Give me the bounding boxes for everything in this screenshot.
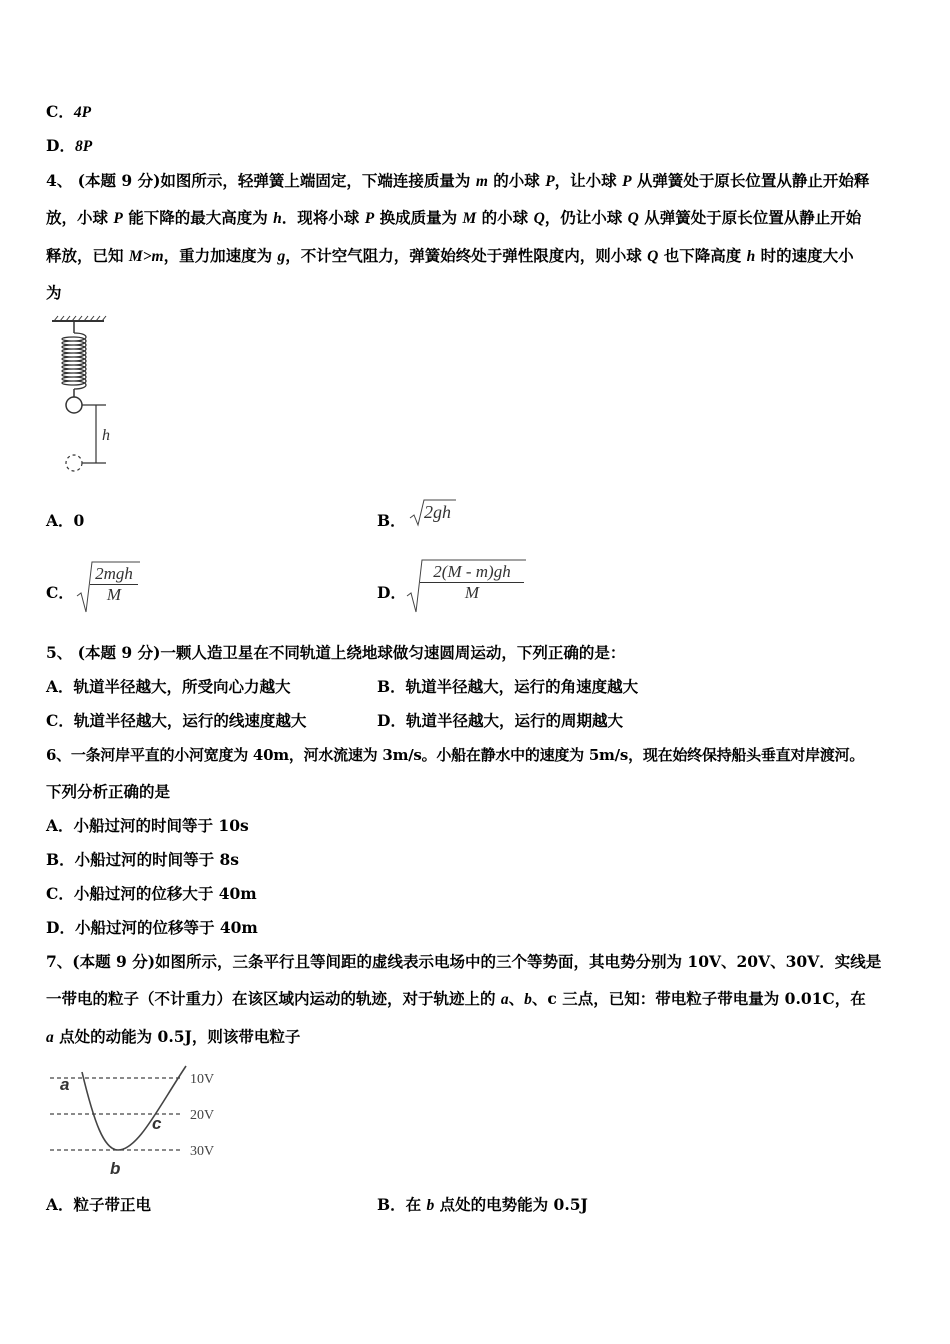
q6-option-d: D．小船过河的位移等于 40m [46,918,258,937]
q4-option-d-expression [406,558,528,614]
text: 一带电的粒子（不计重力）在该区域内运动的轨迹，对于轨迹上的 [46,989,501,1008]
option-value: 4P [73,104,92,121]
q7-stem-line-3 [46,1027,300,1048]
text: 、 [508,989,525,1008]
q5-option-c: C．轨道半径越大，运行的线速度越大 [46,711,307,730]
var-h: h [746,248,756,265]
text: 、c 三点，已知：带电粒子带电量为 0.01C，在 [531,989,866,1008]
q5-option-b: B．轨道半径越大，运行的角速度越大 [377,677,639,696]
q3-option-d [46,136,92,157]
option-letter: D． [46,136,75,155]
var-M: M [462,210,477,227]
option-letter: A． [46,511,74,530]
q4-stem-line-3 [46,246,854,267]
q7-stem-line-1: 7、(本题 9 分)如图所示，三条平行且等间距的虚线表示电场中的三个等势面，其电势分别为 10V、20V、30V．实线是 [46,952,882,971]
q5-stem: 5、 (本题 9 分)一颗人造卫星在不同轨道上绕地球做匀速圆周运动，下列正确的是： [46,643,626,662]
text: 时的速度大小 [755,246,854,265]
height-label: h [102,427,110,444]
text: 点处的电势能为 0.5J [434,1195,588,1214]
text: 点处的动能为 0.5J，则该带电粒子 [53,1027,301,1046]
var-p: P [364,210,375,227]
text: 能下降的最大高度为 [122,208,274,227]
q5-option-a: A．轨道半径越大，所受向心力越大 [46,677,291,696]
ball-p [66,397,82,413]
label-20v: 20V [190,1108,215,1123]
point-b-label: b [110,1159,121,1178]
q6-option-c: C．小船过河的位移大于 40m [46,884,257,903]
q6-stem-line-1: 6、一条河岸平直的小河宽度为 40m，河水流速为 3m/s。小船在静水中的速度为 5m/s，现在始终保持船头垂直对岸渡河。 [46,746,865,764]
numerator: 2(M - m)gh [420,562,524,583]
text: 从弹簧处于原长位置从静止开始 [638,208,862,227]
q4-stem-line-4: 为 [46,283,62,302]
fraction [420,562,524,603]
q4-option-c-letter: C． [46,583,74,602]
q3-option-c [46,102,91,123]
text: ，仍让小球 [544,208,628,227]
text: 也下降高度 [658,246,747,265]
text: B．在 [377,1195,427,1214]
var-g: g [277,248,286,265]
var-h: h [273,210,282,227]
var-p: P [113,210,123,227]
text: ．现将小球 [281,208,365,227]
q4-option-b-letter: B． [377,511,406,530]
var-a: a [500,991,509,1008]
denominator: M [464,583,480,602]
numerator: 2mgh [90,564,138,585]
equipotential-figure [46,1062,231,1180]
text: ，不计空气阻力，弹簧始终处于弹性限度内，则小球 [285,246,648,265]
q7-option-a: A．粒子带正电 [46,1195,152,1214]
q4-option-a [46,511,84,531]
point-c-label: c [152,1114,162,1133]
option-value: 0 [73,511,85,530]
label-10v: 10V [190,1072,215,1087]
text: 换成质量为 [374,208,463,227]
q6-option-b: B．小船过河的时间等于 8s [46,850,240,869]
var-q: Q [533,210,545,227]
q7-stem-line-2 [46,989,866,1010]
option-value: 8P [74,138,93,155]
var-b: b [426,1197,435,1214]
var-p: P [545,173,555,190]
q5-option-d: D．轨道半径越大，运行的周期越大 [377,711,623,730]
ball-dashed-position [66,455,82,471]
var-m-gt-m: M>m [128,248,164,265]
q6-option-a: A．小船过河的时间等于 10s [46,816,249,835]
text: 4、 (本题 9 分)如图所示，轻弹簧上端固定，下端连接质量为 [46,171,476,190]
point-a-label: a [60,1075,70,1094]
text: 放，小球 [46,208,114,227]
var-q: Q [647,248,659,265]
spring-figure [46,315,116,477]
spring-coil [62,333,86,389]
var-m: m [475,173,488,190]
text: 的小球 [487,171,546,190]
var-b: b [524,991,532,1008]
var-p: P [622,173,632,190]
text: ，让小球 [554,171,623,190]
radicand: 2gh [424,502,451,522]
q4-option-d-letter: D． [377,583,406,602]
fraction [90,564,138,605]
q4-stem-line-2 [46,208,861,229]
option-letter: C． [46,102,74,121]
q4-option-c-expression [76,560,142,614]
denominator: M [106,585,122,604]
text: 从弹簧处于原长位置从静止开始释 [631,171,870,190]
var-a: a [46,1029,54,1046]
q4-stem-line-1 [46,171,869,192]
text: 的小球 [476,208,534,227]
text: ，重力加速度为 [163,246,278,265]
q7-option-b [377,1195,588,1216]
text: 释放，已知 [46,246,129,265]
var-q: Q [627,210,639,227]
q6-stem-line-2: 下列分析正确的是 [46,782,171,801]
label-30v: 30V [190,1144,215,1159]
